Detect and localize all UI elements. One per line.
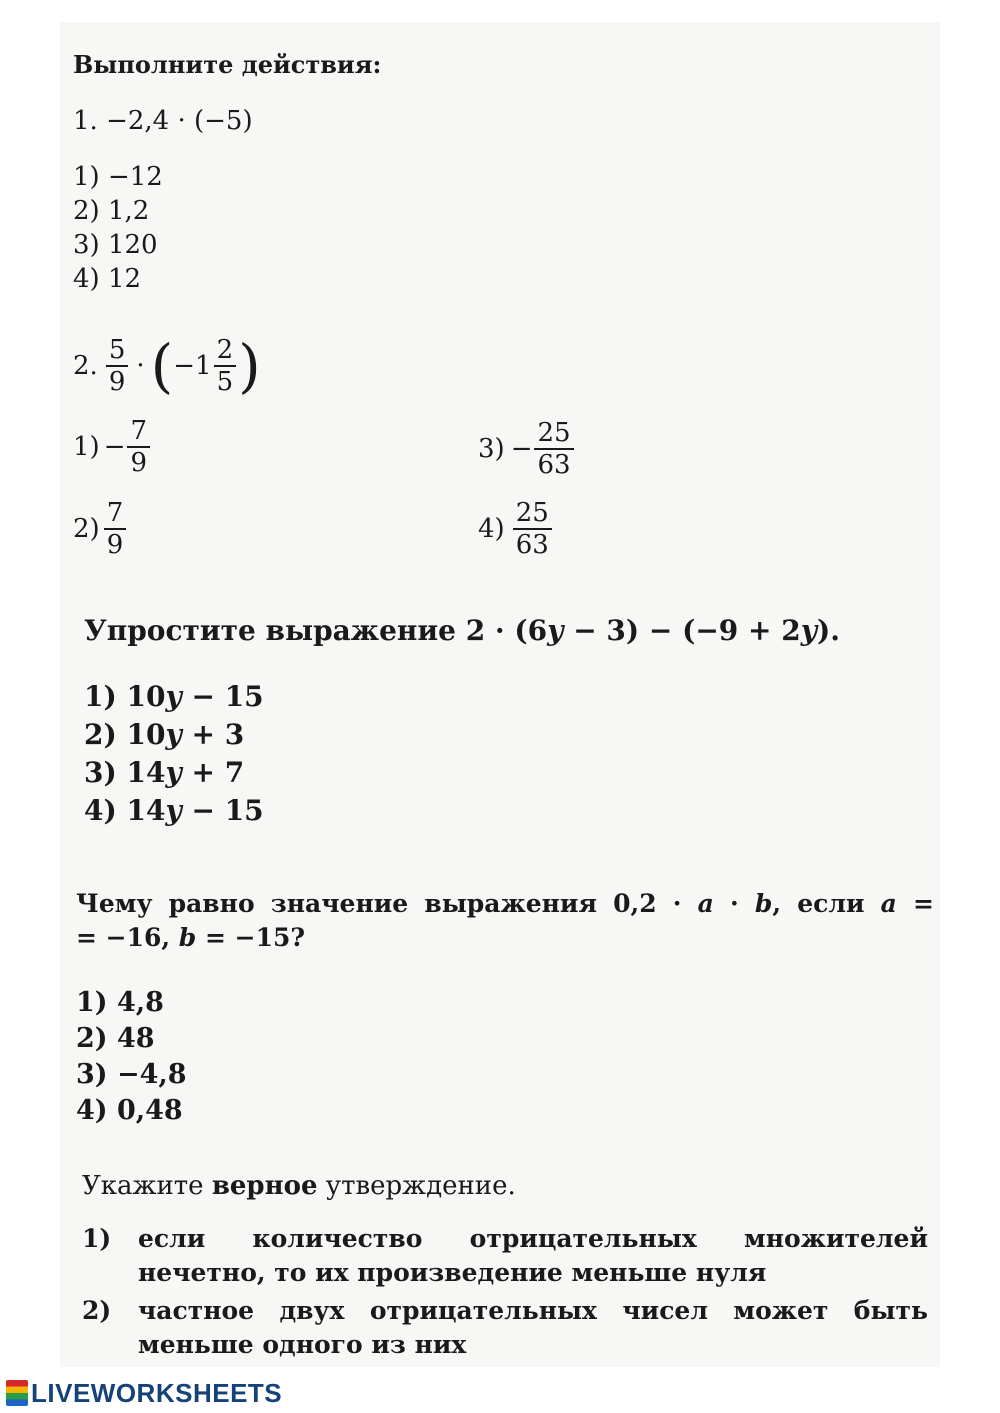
text: , если: [772, 889, 881, 918]
text: =: [896, 889, 934, 918]
q2-option-4[interactable]: [478, 498, 554, 560]
q2-multiply-dot: ·: [136, 351, 145, 381]
q2-option-2[interactable]: [73, 498, 128, 560]
q2-option-1-sign: −: [103, 432, 126, 462]
q2-option-4-fraction: [513, 498, 552, 560]
q2-option-2-denominator: 9: [104, 528, 127, 560]
q2-mixed-whole: −1: [173, 351, 212, 381]
q2-option-1-label: 1): [73, 432, 100, 462]
emphasis: верное: [211, 1171, 318, 1201]
task-3-option-2[interactable]: 2) 48: [76, 1023, 155, 1054]
task-2-option-2[interactable]: [84, 718, 244, 752]
option-line: частное двух отрицательных чисел может быть: [138, 1296, 928, 1325]
task-3-option-4[interactable]: 4) 0,48: [76, 1095, 183, 1126]
option-var: y: [165, 680, 182, 713]
option-prefix: 3) 14: [84, 756, 166, 789]
option-prefix: 2) 10: [84, 718, 166, 751]
q2-option-2-fraction: [104, 498, 127, 560]
task-3-prompt: [76, 887, 934, 955]
text: ·: [713, 889, 755, 918]
text: Укажите: [82, 1171, 212, 1201]
task-3-option-3[interactable]: 3) −4,8: [76, 1059, 187, 1090]
task-2-option-4[interactable]: [84, 794, 264, 828]
q2-option-2-numerator: 7: [106, 498, 124, 528]
task-4-prompt: [82, 1170, 516, 1202]
q2-option-3-label: 3): [478, 434, 505, 464]
option-prefix: 1) 10: [84, 680, 166, 713]
task-3-option-1[interactable]: 1) 4,8: [76, 987, 164, 1018]
text: утверждение.: [317, 1171, 516, 1201]
option-label: 1): [82, 1224, 112, 1253]
q2-option-1-fraction: [127, 416, 150, 478]
text: Чему равно значение выражения 0,2 ·: [76, 889, 698, 918]
q2-mixed-fraction: [214, 335, 237, 397]
q1-option-1[interactable]: 1) −12: [73, 162, 163, 192]
task-2-prompt-part2: − 3) − (−9 + 2: [563, 614, 801, 647]
task-2-var-y: y: [800, 614, 818, 647]
text: = −16,: [76, 923, 179, 952]
task-2-prompt: [84, 614, 840, 648]
option-label: 2): [82, 1296, 112, 1325]
task-4-option-1[interactable]: [82, 1222, 928, 1290]
option-line: если количество отрицательных множителей: [138, 1224, 928, 1253]
q2-fraction-numerator: 5: [108, 335, 126, 365]
option-suffix: − 15: [181, 680, 264, 713]
q2-fraction: [106, 335, 129, 397]
task-2-prompt-part1: Упростите выражение 2 · (6: [84, 614, 548, 647]
option-var: y: [165, 794, 182, 827]
q2-mixed-numerator: 2: [216, 335, 234, 365]
q2-option-3[interactable]: [478, 418, 576, 480]
question-2: [73, 332, 261, 400]
task-4-option-2[interactable]: [82, 1294, 928, 1362]
instruction-heading: Выполните действия:: [73, 50, 382, 79]
q2-option-1[interactable]: [73, 416, 152, 478]
q2-option-3-numerator: 25: [537, 418, 571, 448]
question-1: [73, 106, 253, 136]
task-2-prompt-part3: ).: [817, 614, 841, 647]
q2-option-4-label: 4): [478, 514, 505, 544]
question-2-number: 2.: [73, 351, 98, 381]
q2-option-2-label: 2): [73, 514, 100, 544]
task-2-option-3[interactable]: [84, 756, 244, 790]
q1-option-2[interactable]: 2) 1,2: [73, 196, 150, 226]
option-line: меньше одного из них: [138, 1330, 467, 1359]
option-var: y: [165, 718, 182, 751]
var-b: b: [754, 889, 773, 918]
option-line: нечетно, то их произведение меньше нуля: [138, 1258, 767, 1287]
option-suffix: + 3: [181, 718, 245, 751]
task-2-option-1[interactable]: [84, 680, 264, 714]
liveworksheets-logo-icon: [6, 1380, 28, 1406]
right-paren: ): [238, 332, 261, 400]
left-paren: (: [150, 332, 174, 400]
option-prefix: 4) 14: [84, 794, 166, 827]
task-3-prompt-line-2: [76, 921, 934, 955]
var-a: a: [697, 889, 714, 918]
brand-name: LIVEWORKSHEETS: [31, 1377, 283, 1408]
q2-option-3-fraction: [534, 418, 573, 480]
q2-option-1-denominator: 9: [127, 446, 150, 478]
q2-option-1-numerator: 7: [130, 416, 148, 446]
q2-option-3-denominator: 63: [534, 448, 573, 480]
q1-option-4[interactable]: 4) 12: [73, 264, 142, 294]
question-1-number: 1.: [73, 106, 98, 136]
var-a: a: [880, 889, 897, 918]
option-suffix: − 15: [181, 794, 264, 827]
option-suffix: + 7: [181, 756, 245, 789]
q2-option-4-denominator: 63: [513, 528, 552, 560]
q2-option-4-numerator: 25: [515, 498, 549, 528]
q2-option-3-sign: −: [510, 434, 533, 464]
text: = −15?: [196, 923, 306, 952]
question-1-expression: −2,4 · (−5): [106, 106, 253, 136]
q2-fraction-denominator: 9: [106, 365, 129, 397]
task-2-var-y: y: [547, 614, 564, 647]
q1-option-3[interactable]: 3) 120: [73, 230, 158, 260]
option-var: y: [165, 756, 182, 789]
q2-mixed-denominator: 5: [214, 365, 237, 397]
task-3-prompt-line-1: [76, 887, 934, 921]
liveworksheets-logo: [6, 1378, 282, 1408]
var-b: b: [178, 923, 197, 952]
